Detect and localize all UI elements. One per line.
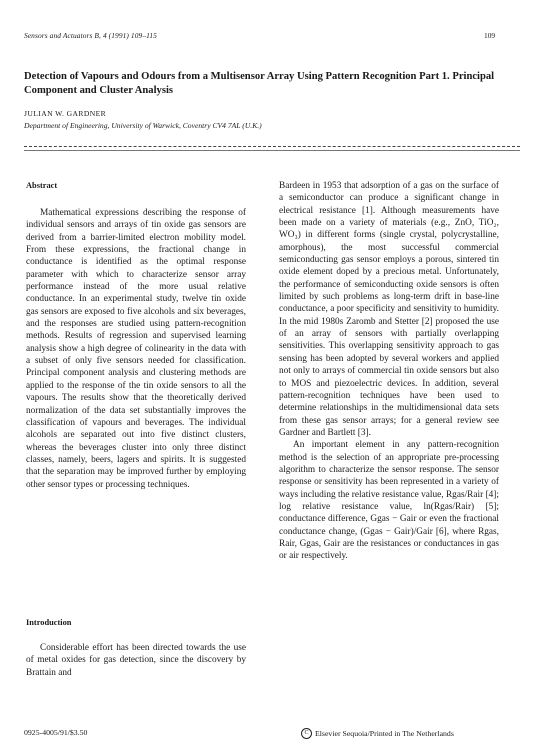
- abstract-body: [26, 207, 246, 491]
- introduction-body: [26, 642, 246, 679]
- author-name: JULIAN W. GARDNER: [24, 109, 107, 118]
- abstract-heading: Abstract: [26, 181, 58, 190]
- abstract-text: Mathematical expressions describing the response of individual sensors and arrays of tin oxide gas sensors are derived from a barrier-limited electron mobility model. From these expressions, the fractional change in conductance is identified as the optimal response parameter with which to characterize sensor array performance instead of the more usual relative conductance. In an experimental study, twelve tin oxide gas sensors are exposed to five alcohols and six beverages, and the responses are studied using pattern-recognition methods. Results of regression and supervised learning analysis show a high degree of colinearity in the data with a subset of only five sensors needed for classification. Principal component analysis and clustering methods are applied to the response of the tin oxide sensors to all the vapours. The results show that the theoretically derived normalization of the data set substantially improves the classification of vapours and beverages. The individual alcohols are separated out into five distinct clusters, whereas the beverages cluster into only three distinct classes, namely, beers, lagers and spirits. It is suggested that the separation may be improved further by employing other sensor types or processing techniques.: [26, 208, 246, 490]
- header-divider-secondary: [24, 150, 520, 151]
- publisher-text: Elsevier Sequoia/Printed in The Netherlands: [315, 729, 454, 738]
- page-number: 109: [484, 31, 496, 40]
- intro-paragraph-2: An important element in any pattern-recognition method is the selection of an appropriate pre-processing algorithm to characterize the sensor response. The sensor response or sensitivity has been represented in a variety of ways including the relative resistance value, Rgas/Rair [4]; log relative resistance value, ln(Rgas/Rair) [5]; conductance difference, Ggas − Gair or even the fractional conductance change, (Ggas − Gair)/Gair [6], where Rgas, Rair, Ggas, Gair are the resistances or conductances in gas or air respectively.: [279, 440, 499, 562]
- article-code: 0925-4005/91/$3.50: [24, 728, 88, 737]
- intro-paragraph-1: Bardeen in 1953 that adsorption of a gas on the surface of a semiconductor can produce a significant change in electrical resistance [1]. Although measurements have been made on a variety of materials (e.g., ZnO, TiO₂, WO₃) in different forms (single crystal, polycrystalline, amorphous), the most successful commercial semiconducting gas sensor employs a porous, sintered tin oxide element doped by a precious metal. Unfortunately, the performance of semiconducting oxide sensors is often limited by such problems as long-term drift in base-line conductance, a poor specificity and sensitivity to humidity. In the mid 1980s Zaromb and Stetter [2] proposed the use of an array of sensors with partially overlapping sensitivities. This overlapping sensitivity approach to gas sensing has been adopted by several workers and applied not only to arrays of commercial tin oxide sensors but also to MOS and piezoelectric devices. In addition, several pattern-recognition techniques have been used to determine relationships in the multidimensional data sets from these gas sensor arrays; for a general review see Gardner and Bartlett [3].: [279, 181, 499, 438]
- introduction-text: Considerable effort has been directed towards the use of metal oxides for gas detection, since the discovery by Brattain and: [26, 643, 246, 678]
- author-affiliation: Department of Engineering, University of Warwick, Coventry CV4 7AL (U.K.): [24, 121, 262, 130]
- right-column: [279, 180, 499, 563]
- publisher-line: [301, 728, 454, 739]
- introduction-heading: Introduction: [26, 618, 72, 627]
- header-divider: [24, 146, 520, 147]
- journal-citation: Sensors and Actuators B, 4 (1991) 109–115: [24, 31, 157, 40]
- paper-title: Detection of Vapours and Odours from a Multisensor Array Using Pattern Recognition Part 1. Principal Component and Cluster Analysis: [24, 71, 495, 96]
- copyright-icon: C: [301, 728, 312, 739]
